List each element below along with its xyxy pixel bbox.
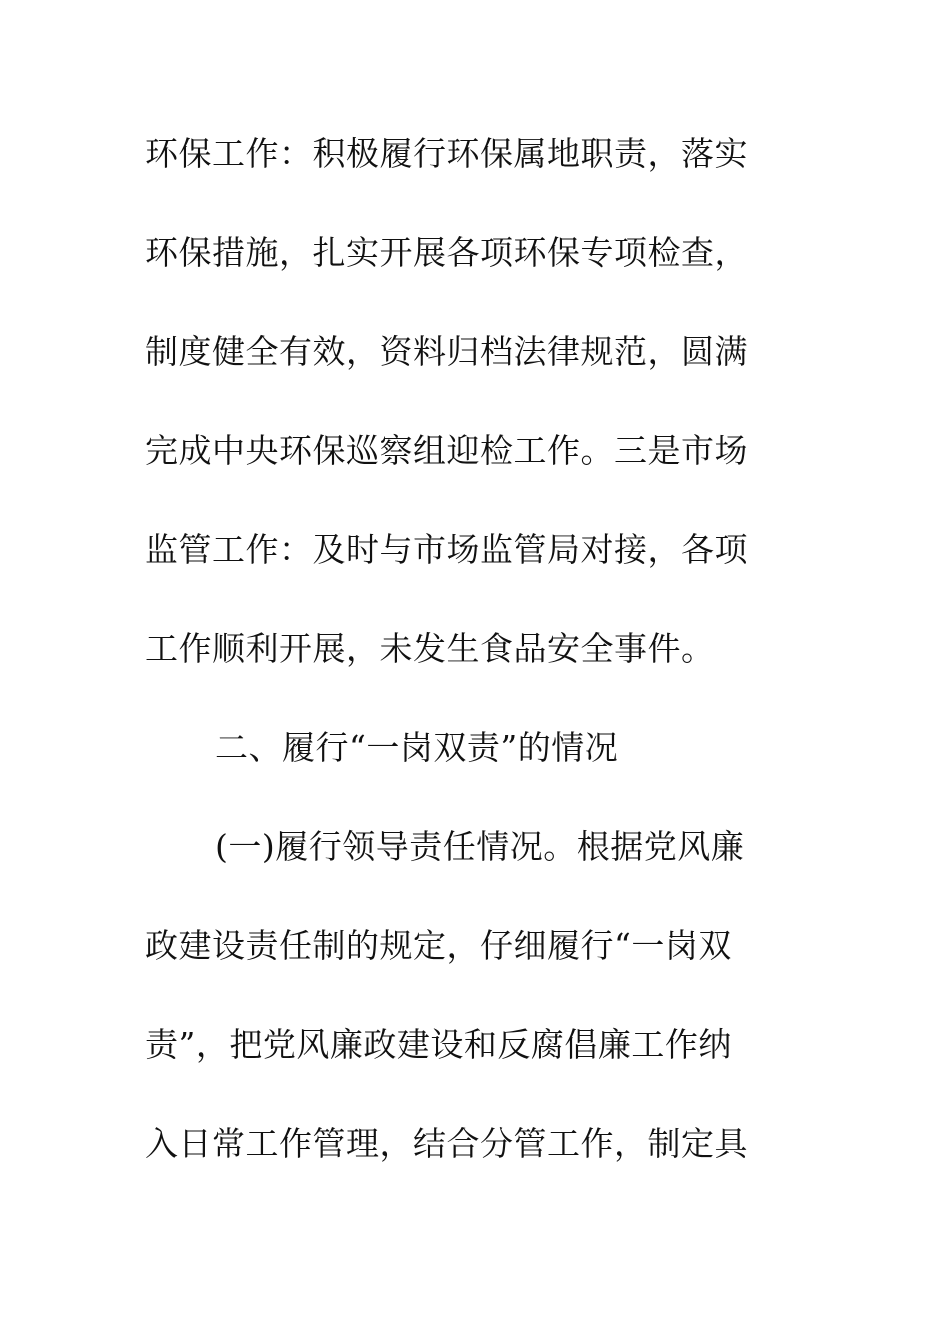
- body-text-line: 政建设责任制的规定，仔细履行“一岗双: [145, 926, 732, 965]
- body-text-line: 完成中央环保巡察组迎检工作。三是市场: [145, 431, 748, 470]
- body-text-line: 制度健全有效，资料归档法律规范，圆满: [145, 332, 748, 371]
- body-text-line: 入日常工作管理，结合分管工作，制定具: [145, 1124, 748, 1163]
- section-heading: 二、履行“一岗双责”的情况: [215, 728, 619, 767]
- body-text-line: 责”，把党风廉政建设和反腐倡廉工作纳: [145, 1025, 732, 1064]
- body-text-line: 环保工作：积极履行环保属地职责，落实: [145, 134, 748, 173]
- body-text-line: 环保措施，扎实开展各项环保专项检查，: [145, 233, 748, 272]
- body-text-line: 工作顺利开展，未发生食品安全事件。: [145, 629, 715, 668]
- subsection-line: (一)履行领导责任情况。根据党风廉: [215, 827, 745, 866]
- body-text-line: 监管工作：及时与市场监管局对接，各项: [145, 530, 748, 569]
